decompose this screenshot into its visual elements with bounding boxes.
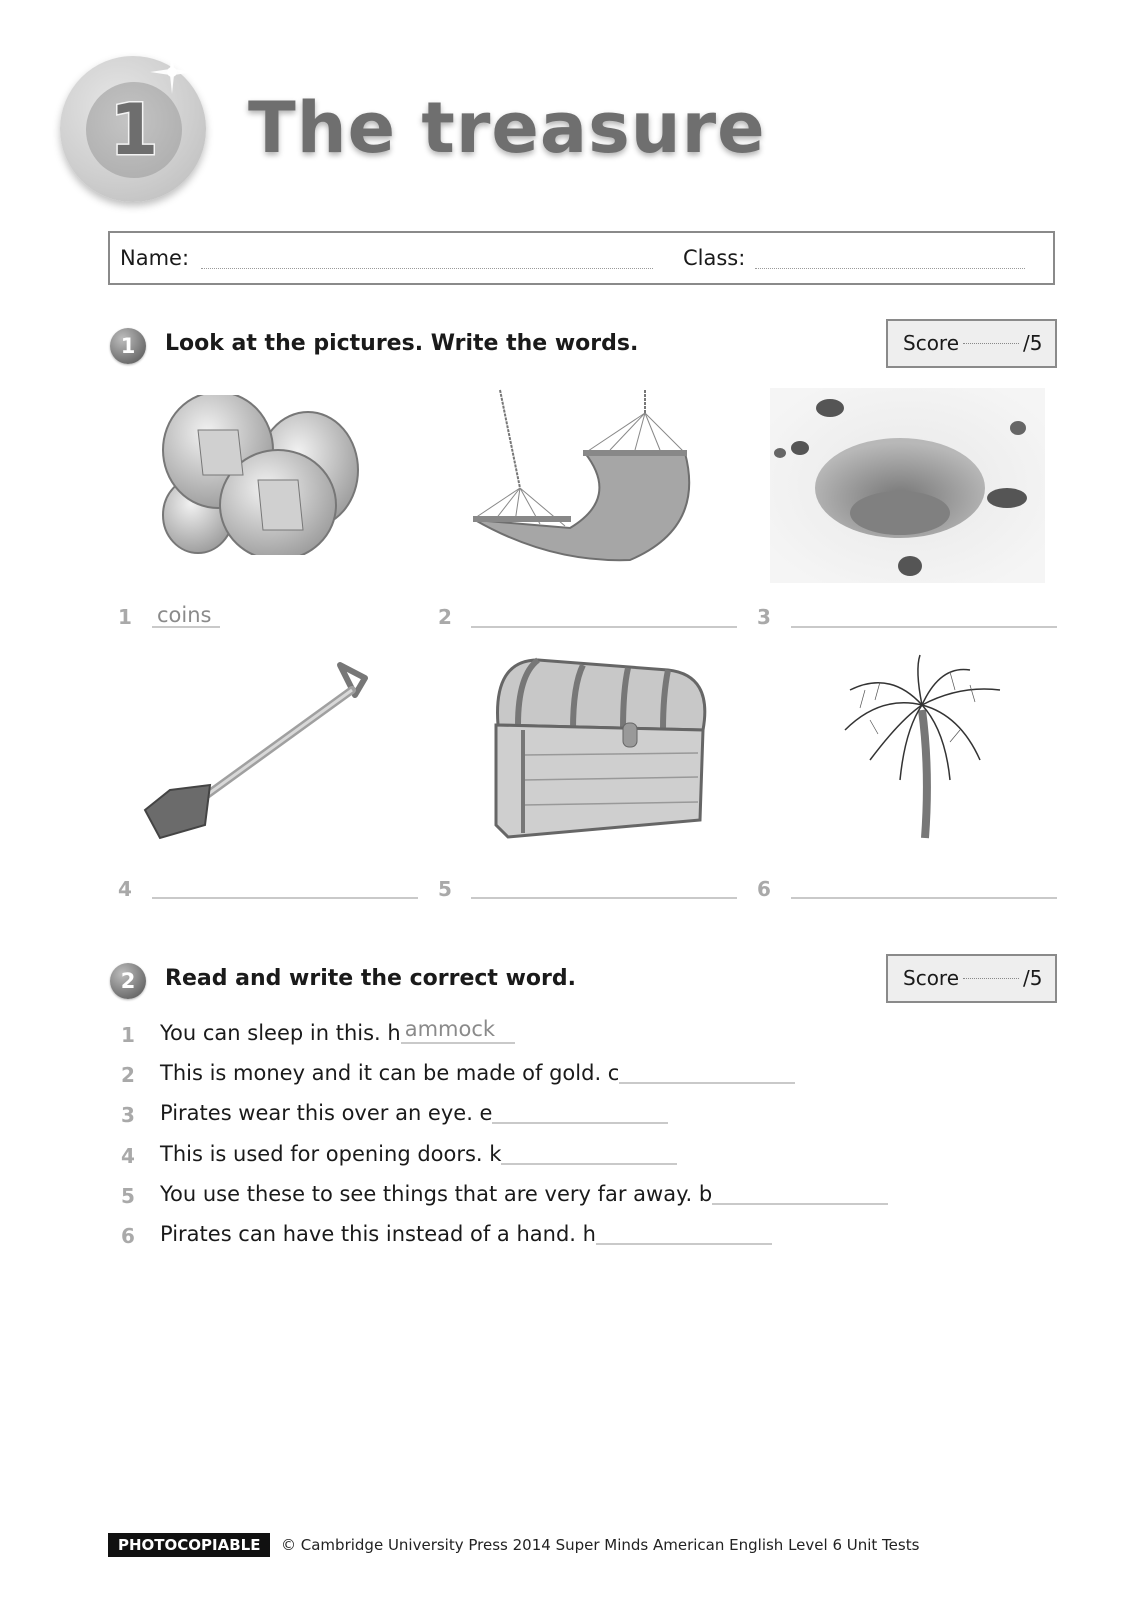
score-label: Score	[903, 966, 960, 990]
sentence-4	[160, 1142, 677, 1166]
unit-number: 1	[109, 89, 159, 171]
sentence-6	[160, 1222, 772, 1246]
item-4-number: 4	[118, 877, 132, 901]
sentence-3	[160, 1101, 668, 1125]
score-total: /5	[1023, 331, 1043, 355]
coins-icon	[158, 395, 363, 555]
sentence-1-number: 1	[121, 1023, 135, 1047]
section-1-number: 1	[110, 328, 146, 364]
section-2-number: 2	[110, 963, 146, 999]
score-total: /5	[1023, 966, 1043, 990]
class-field[interactable]	[755, 268, 1025, 269]
sentence-3-number: 3	[121, 1103, 135, 1127]
item-2-answer-line[interactable]	[471, 626, 737, 628]
item-2-number: 2	[438, 605, 452, 629]
item-6-number: 6	[757, 877, 771, 901]
sentence-4-number: 4	[121, 1144, 135, 1168]
section-2-instruction: Read and write the correct word.	[165, 966, 576, 991]
sentence-5-answer-line[interactable]	[712, 1203, 888, 1205]
palm-tree-icon	[830, 650, 1010, 840]
treasure-chest-icon	[478, 655, 713, 840]
item-4-answer-line[interactable]	[152, 897, 418, 899]
sentence-6-number: 6	[121, 1224, 135, 1248]
score-field[interactable]	[963, 978, 1019, 979]
item-3-number: 3	[757, 605, 771, 629]
name-field[interactable]	[201, 268, 653, 269]
item-5-answer-line[interactable]	[471, 897, 737, 899]
sentence-5	[160, 1182, 888, 1206]
sentence-4-answer-line[interactable]	[501, 1163, 677, 1165]
spade-icon	[140, 660, 380, 840]
section-1-instruction: Look at the pictures. Write the words.	[165, 331, 639, 356]
section-1-score-box	[886, 319, 1057, 368]
sentence-3-answer-line[interactable]	[492, 1122, 668, 1124]
sparkle-icon	[150, 50, 194, 94]
section-2-score-box	[886, 954, 1057, 1003]
photocopiable-badge: PHOTOCOPIABLE	[108, 1533, 270, 1557]
item-5-number: 5	[438, 877, 452, 901]
score-label: Score	[903, 331, 960, 355]
item-3-answer-line[interactable]	[791, 626, 1057, 628]
sentence-6-text: Pirates can have this instead of a hand. h	[160, 1222, 596, 1246]
name-label: Name:	[120, 246, 190, 270]
sentence-6-answer-line[interactable]	[596, 1243, 772, 1245]
score-field[interactable]	[963, 343, 1019, 344]
hammock-icon	[470, 388, 735, 563]
sentence-4-text: This is used for opening doors. k	[160, 1142, 502, 1166]
item-6-answer-line[interactable]	[791, 897, 1057, 899]
class-label: Class:	[683, 246, 746, 270]
sentence-1-text: You can sleep in this. h	[160, 1021, 401, 1045]
item-1-number: 1	[118, 605, 132, 629]
sentence-3-text: Pirates wear this over an eye. e	[160, 1101, 493, 1125]
sentence-2-text: This is money and it can be made of gold. c	[160, 1061, 620, 1085]
sentence-1-answer-line[interactable]	[401, 1017, 515, 1044]
page-title: The treasure	[248, 87, 766, 169]
sentence-2-answer-line[interactable]	[619, 1082, 795, 1084]
item-1-answer: coins	[157, 603, 212, 627]
sentence-1-answer: ammock	[404, 1017, 496, 1041]
sentence-2-number: 2	[121, 1063, 135, 1087]
student-info-box	[108, 231, 1055, 285]
copyright-text: © Cambridge University Press 2014 Super Minds American English Level 6 Unit Tests	[281, 1536, 920, 1554]
hole-icon	[770, 388, 1045, 583]
sentence-5-text: You use these to see things that are very far away. b	[160, 1182, 713, 1206]
sentence-5-number: 5	[121, 1184, 135, 1208]
sentence-2	[160, 1061, 795, 1085]
sentence-1	[160, 1017, 515, 1045]
